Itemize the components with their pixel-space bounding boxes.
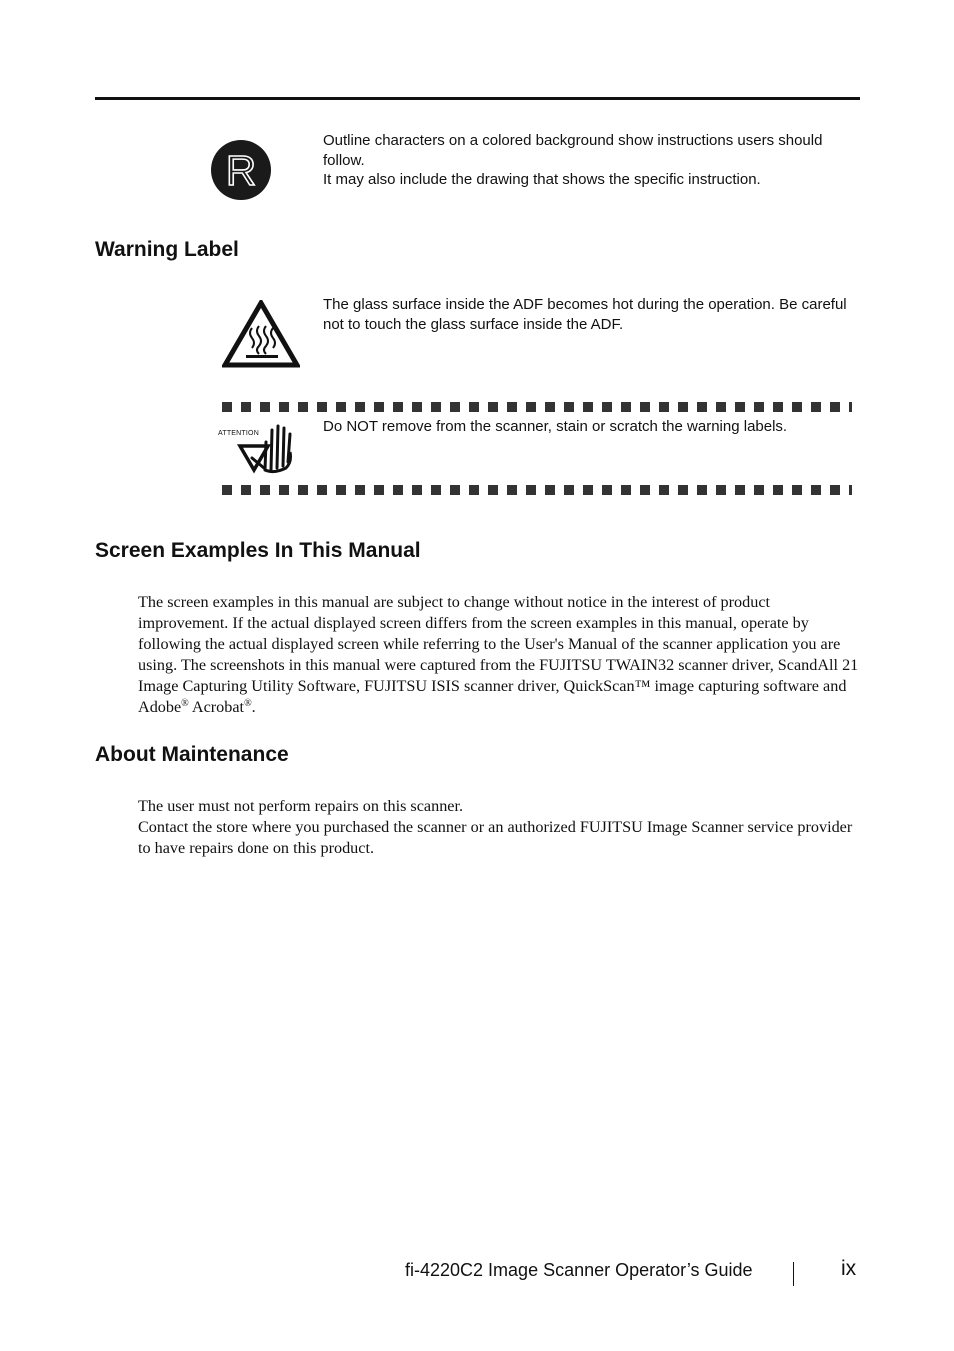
instruction-r-letter: R bbox=[225, 147, 257, 194]
top-rule bbox=[95, 97, 860, 100]
attention-bottom-border bbox=[222, 485, 852, 495]
registered-mark-2: ® bbox=[244, 698, 252, 709]
attention-text: Do NOT remove from the scanner, stain or scratch the warning labels. bbox=[323, 418, 788, 435]
registered-mark: ® bbox=[181, 698, 189, 709]
page-number: ix bbox=[841, 1257, 857, 1280]
attention-top-border bbox=[222, 402, 852, 412]
screen-examples-paragraph bbox=[138, 592, 860, 718]
about-maintenance-heading: About Maintenance bbox=[95, 743, 289, 766]
instruction-line-1: Outline characters on a colored background show instructions users should follow. bbox=[323, 132, 823, 169]
footer-separator bbox=[793, 1262, 794, 1286]
period: . bbox=[251, 698, 256, 716]
instruction-line-2: It may also include the drawing that shows the specific instruction. bbox=[323, 171, 761, 188]
screen-examples-text: The screen examples in this manual are subject to change without notice in the interest of product improvement. If the actual displayed screen differs from the screen examples in this manual, operate by following the actual displayed screen while referring to the User's Manual of the scanner application you are using. The screenshots in this manual were captured from the FUJITSU TWAIN32 scanner driver, ScandAll 21 Image Capturing Utility Software, FUJITSU ISIS scanner driver, QuickScan™ image capturing software and Adobe bbox=[138, 593, 859, 716]
instruction-description bbox=[323, 131, 863, 190]
footer-guide-title: fi-4220C2 Image Scanner Operator’s Guide bbox=[405, 1260, 753, 1280]
attention-caption: ATTENTION bbox=[218, 430, 259, 437]
maintenance-line-2: Contact the store where you purchased the scanner or an authorized FUJITSU Image Scanner service provider to have repairs done on this product. bbox=[138, 818, 853, 857]
maintenance-line-1: The user must not perform repairs on this scanner. bbox=[138, 797, 464, 815]
maintenance-paragraph bbox=[138, 796, 860, 859]
hot-surface-warning-text: The glass surface inside the ADF becomes hot during the operation. Be careful not to touch the glass surface inside the ADF. bbox=[323, 296, 847, 333]
instruction-r-icon bbox=[211, 140, 271, 200]
screen-examples-heading: Screen Examples In This Manual bbox=[95, 539, 421, 562]
acrobat-text: Acrobat bbox=[188, 698, 245, 716]
hot-surface-warning-icon bbox=[222, 300, 300, 368]
warning-label-heading: Warning Label bbox=[95, 238, 239, 261]
